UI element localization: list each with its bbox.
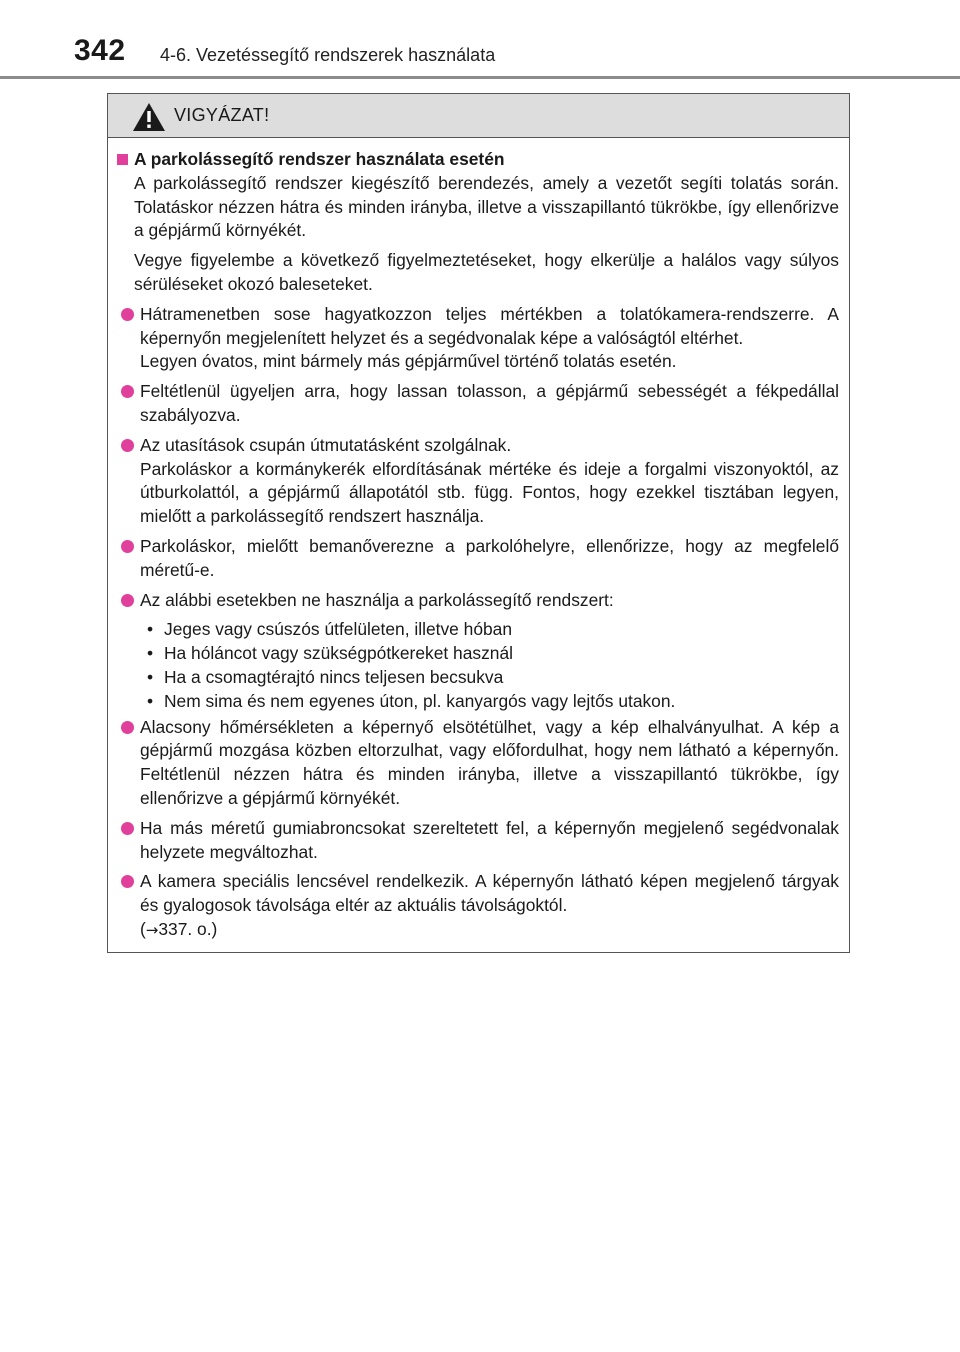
item-1-text-a: Hátramenetben sose hagyatkozzon teljes mértékben a tolatókamera-rendszerre. A képernyőn megjelenített helyzet és a segédvonalak képe a valóságtól eltérhet. <box>140 303 839 348</box>
sub-list-item: • Nem sima és nem egyenes úton, pl. kanyargós vagy lejtős utakon. <box>147 690 839 714</box>
list-item <box>117 434 839 529</box>
arrow-icon: → <box>145 920 159 939</box>
item-1-text-b: Legyen óvatos, mint bármely más gépjárművel történő tolatás esetén. <box>140 351 677 372</box>
list-item <box>117 716 839 811</box>
item-8-text: A kamera speciális lencsével rendelkezik. A képernyőn látható képen megjelenő tárgyak és gyalogosok távolsága eltér az aktuális távolságoktól. <box>140 871 839 916</box>
item-3-text-b: Parkoláskor a kormánykerék elfordításának mértéke és ideje a forgalmi viszonyoktól, az útburkolattól, a gépjármű állapotától stb. függ. Fontos, hogy ezekkel tisztában legyen, mielőtt a parkolássegítő rendszert használja. <box>140 458 839 527</box>
warning-triangle-icon <box>132 102 166 132</box>
warning-title: VIGYÁZAT! <box>174 105 270 125</box>
list-item <box>117 870 839 942</box>
sub-list <box>147 618 839 713</box>
square-bullet-icon <box>117 154 128 165</box>
header-rule <box>0 76 960 79</box>
item-6-text: Alacsony hőmérsékleten a képernyő elsötétülhet, vagy a kép elhalványulhat. A kép a gépjármű mozgása közben eltorzulhat, vagy előfordulhat, hogy nem látható a képernyőn. Feltétlenül nézzen hátra és minden irányba, illetve a visszapillantó tükrökbe, így ellenőrizve a gépjármű környékét. <box>140 716 839 808</box>
sub-list-item: • Ha a csomagtérajtó nincs teljesen becsukva <box>147 666 839 690</box>
item-3-text-a: Az utasítások csupán útmutatásként szolgálnak. <box>140 434 512 455</box>
sub-list-item: • Jeges vagy csúszós útfelületen, illetve hóban <box>147 618 839 642</box>
item-text <box>140 303 839 374</box>
sub-list-item: • Ha hóláncot vagy szükségpótkereket használ <box>147 642 839 666</box>
intro-paragraph-2: Vegye figyelembe a következő figyelmeztetéseket, hogy elkerülje a halálos vagy súlyos sérüléseket okozó baleseteket. <box>134 250 839 294</box>
list-item <box>117 589 839 613</box>
ref-open-paren: ( <box>140 918 146 939</box>
ref-page: 337. o.) <box>158 918 218 939</box>
bullet-dot-icon <box>121 875 134 888</box>
subheading-text: A parkolássegítő rendszer használata esetén <box>134 149 505 169</box>
warning-subheading <box>117 148 839 172</box>
bullet-dot-icon <box>121 594 134 607</box>
item-5-text: Az alábbi esetekben ne használja a parkolássegítő rendszert: <box>140 589 614 610</box>
item-text <box>140 870 839 942</box>
item-2-text: Feltétlenül ügyeljen arra, hogy lassan tolasson, a gépjármű sebességét a fékpedállal szabályozva. <box>140 381 839 425</box>
item-4-text: Parkoláskor, mielőtt bemanőverezne a parkolóhelyre, ellenőrizze, hogy az megfelelő méretű-e. <box>140 535 839 580</box>
page-reference <box>140 919 217 939</box>
warning-body <box>108 138 849 943</box>
list-item <box>117 535 839 583</box>
list-item <box>117 817 839 865</box>
bullet-dot-icon <box>121 385 134 398</box>
bullet-dot-icon <box>121 308 134 321</box>
page-number: 342 <box>74 34 126 67</box>
bullet-dot-icon <box>121 439 134 452</box>
warning-box <box>107 93 850 953</box>
item-7-text: Ha más méretű gumiabroncsokat szereltetett fel, a képernyőn megjelenő segédvonalak helyzete megváltozhat. <box>140 817 839 862</box>
item-text <box>140 434 839 529</box>
bullet-dot-icon <box>121 721 134 734</box>
list-item <box>117 380 839 428</box>
section-title: 4-6. Vezetéssegítő rendszerek használata <box>160 45 496 65</box>
intro-paragraph-1: A parkolássegítő rendszer kiegészítő berendezés, amely a vezetőt segíti tolatás során. Tolatáskor nézzen hátra és minden irányba, illetve a visszapillantó tükrökbe, így ellenőrizve a gépjármű környékét. <box>134 172 839 241</box>
warning-header <box>108 94 849 138</box>
bullet-dot-icon <box>121 822 134 835</box>
list-item <box>117 303 839 374</box>
bullet-dot-icon <box>121 540 134 553</box>
